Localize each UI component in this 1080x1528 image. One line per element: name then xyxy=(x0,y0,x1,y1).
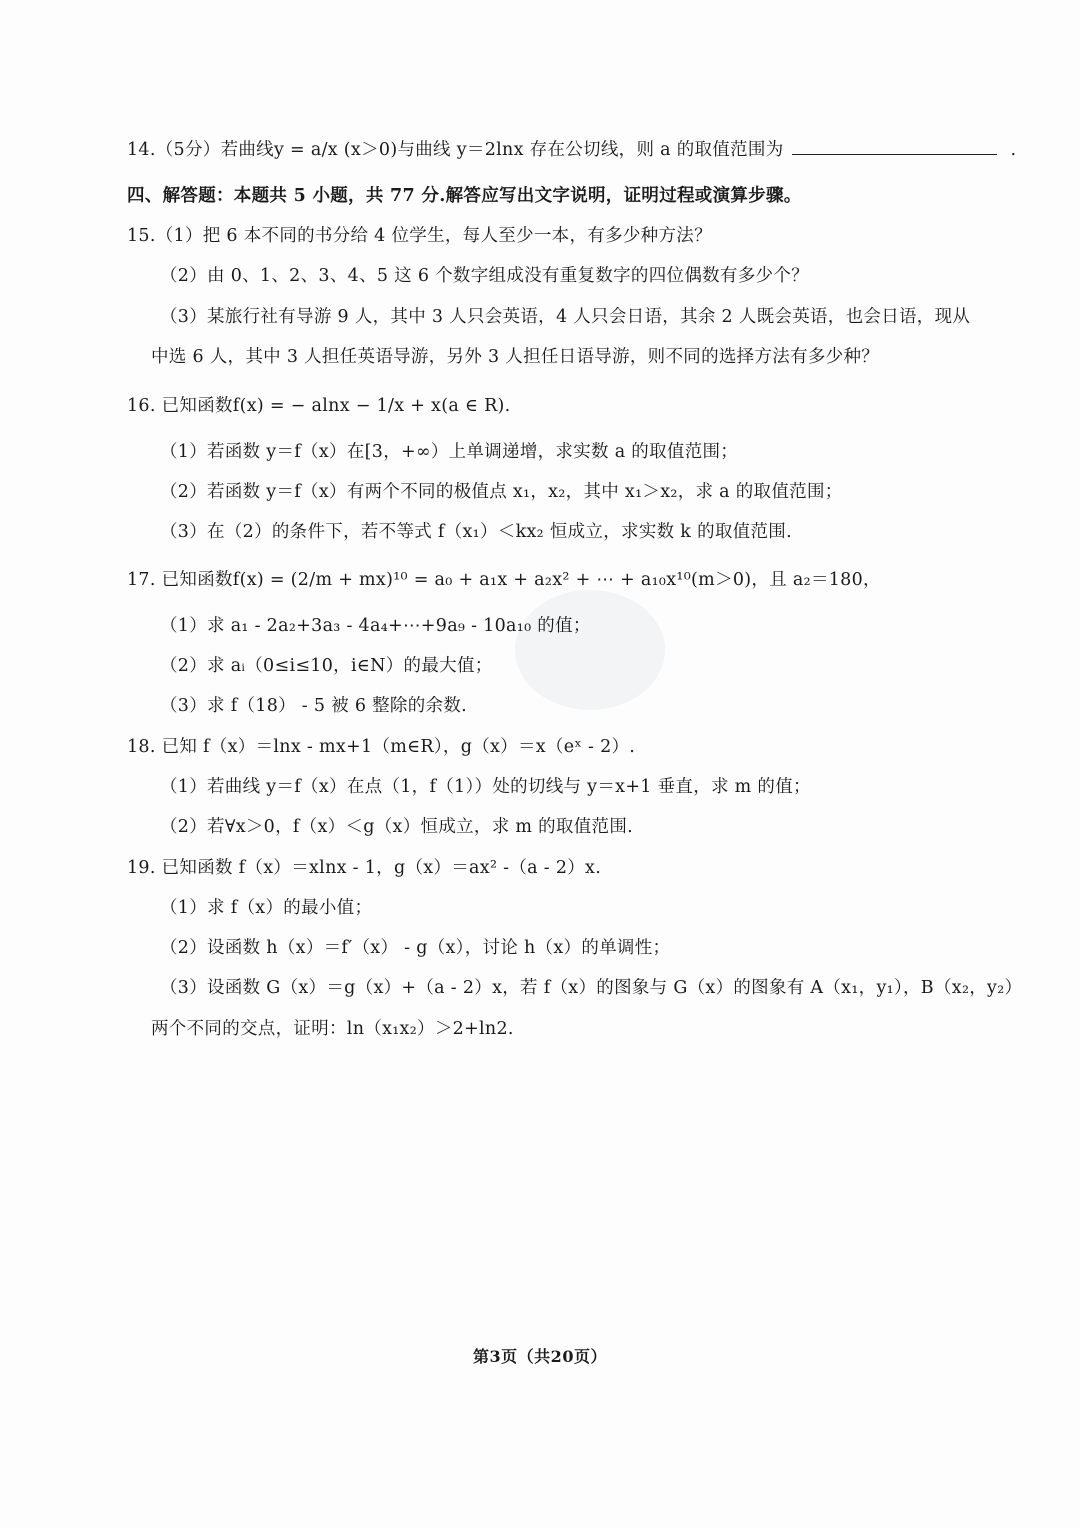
question-18: 18. 已知 f（x）＝lnx - mx+1（m∈R），g（x）＝x（eˣ - 2）. xyxy=(127,737,636,757)
question-17: 17. 已知函数f(x) = (2/m + mx)¹⁰ = a₀ + a₁x + a₂x² + ⋯ + a₁₀x¹⁰(m＞0)，且 a₂＝180， xyxy=(127,570,881,590)
answer-blank xyxy=(792,140,997,155)
question-15-part-3: （3）某旅行社有导游 9 人，其中 3 人只会英语，4 人只会日语，其余 2 人既会英语，也会日语，现从 xyxy=(160,307,971,327)
question-14-text: 14.（5分）若曲线y = a/x (x＞0)与曲线 y＝2lnx 存在公切线，则 a 的取值范围为 xyxy=(127,140,784,160)
question-19-part-3-cont: 两个不同的交点，证明：ln（x₁x₂）＞2+ln2. xyxy=(151,1019,514,1039)
question-19-part-3: （3）设函数 G（x）＝g（x）+（a - 2）x，若 f（x）的图象与 G（x）的图象有 A（x₁，y₁），B（x₂，y₂） xyxy=(160,978,1023,998)
page-footer: 第3页（共20页） xyxy=(473,1347,607,1366)
question-14 xyxy=(127,138,1016,162)
scan-smudge xyxy=(515,590,665,710)
question-19-part-1: （1）求 f（x）的最小值； xyxy=(160,898,373,918)
section-heading: 四、解答题：本题共 5 小题，共 77 分.解答应写出文字说明，证明过程或演算步骤。 xyxy=(127,186,802,206)
question-19-part-2: （2）设函数 h（x）＝f′（x） - g（x），讨论 h（x）的单调性； xyxy=(160,938,671,958)
question-18-part-1: （1）若曲线 y＝f（x）在点（1，f（1））处的切线与 y＝x+1 垂直，求 m 的值； xyxy=(160,777,811,797)
question-17-part-3: （3）求 f（18） - 5 被 6 整除的余数. xyxy=(160,696,467,716)
question-17-part-1: （1）求 a₁ - 2a₂+3a₃ - 4a₄+⋯+9a₉ - 10a₁₀ 的值； xyxy=(160,616,591,636)
question-15-part-3-cont: 中选 6 人，其中 3 人担任英语导游，另外 3 人担任日语导游，则不同的选择方法有多少种？ xyxy=(151,347,880,367)
question-16-part-3: （3）在（2）的条件下，若不等式 f（x₁）＜kx₂ 恒成立，求实数 k 的取值范围. xyxy=(160,522,792,542)
question-15-part-2: （2）由 0、1、2、3、4、5 这 6 个数字组成没有重复数字的四位偶数有多少个？ xyxy=(160,266,809,286)
question-15-part-1: 15.（1）把 6 本不同的书分给 4 位学生，每人至少一本，有多少种方法？ xyxy=(127,226,712,246)
question-16-part-1: （1）若函数 y＝f（x）在[3，+∞）上单调递增，求实数 a 的取值范围； xyxy=(160,442,739,462)
question-16: 16. 已知函数f(x) = − alnx − 1/x + x(a ∈ R). xyxy=(127,396,511,416)
question-16-part-2: （2）若函数 y＝f（x）有两个不同的极值点 x₁，x₂，其中 x₁＞x₂，求 a 的取值范围； xyxy=(160,482,843,502)
question-19: 19. 已知函数 f（x）＝xlnx - 1，g（x）＝ax² -（a - 2）x. xyxy=(127,858,602,878)
question-17-part-2: （2）求 aᵢ（0≤i≤10，i∈N）的最大值； xyxy=(160,656,493,676)
question-18-part-2: （2）若∀x＞0，f（x）＜g（x）恒成立，求 m 的取值范围. xyxy=(160,817,633,837)
question-14-end: . xyxy=(1010,140,1017,160)
